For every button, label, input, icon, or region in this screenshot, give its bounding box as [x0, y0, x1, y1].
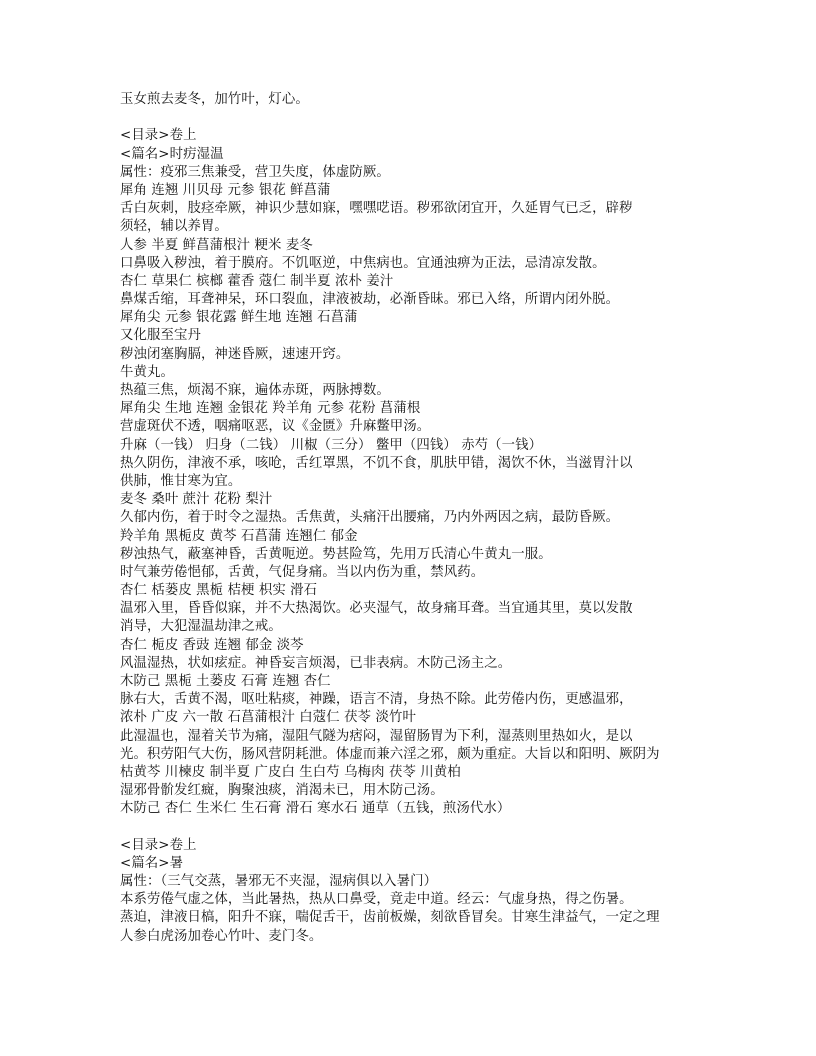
text-line: 蒸迫，津液日槁，阳升不寐，喘促舌干，齿前板燥，刻欲昏冒矣。甘寒生津益气，一定之理	[120, 910, 660, 926]
text-line: 供肺，惟甘寒为宜。	[120, 473, 242, 489]
text-line: 木防己 杏仁 生米仁 生石膏 滑石 寒水石 通草（五钱，煎汤代水）	[120, 801, 511, 817]
text-line: 犀角尖 生地 连翘 金银花 羚羊角 元参 花粉 菖蒲根	[120, 401, 421, 417]
text-line: 口鼻吸入秽浊，着于膜府。不饥呕逆，中焦病也。宜通浊痹为正法，忌清凉发散。	[120, 255, 606, 271]
text-line: <篇名>暑	[120, 855, 184, 871]
text-line: 属性：（三气交蒸，暑邪无不夹湿，湿病俱以入暑门）	[120, 874, 438, 890]
text-line: 脉右大，舌黄不渴，呕吐粘痰，神躁，语言不清，身热不除。此劳倦内伤，更感温邪，	[120, 692, 633, 708]
text-line: 温邪入里，昏昏似寐，并不大热渴饮。必夹湿气，故身痛耳聋。当宜通其里，莫以发散	[120, 601, 633, 617]
text-line: 秽浊热气，蔽塞神昏，舌黄呃逆。势甚险笃，先用万氏清心牛黄丸一服。	[120, 546, 552, 562]
text-line: 玉女煎去麦冬，加竹叶，灯心。	[120, 92, 309, 107]
text-line: <篇名>时疠湿温	[120, 146, 224, 162]
text-line: 属性：疫邪三焦兼受，营卫失度，体虚防厥。	[120, 164, 390, 180]
text-line: <目录>卷上	[120, 837, 197, 853]
text-line: 舌白灰刺，肢痉牵厥，神识少慧如寐，嘿嘿呓语。秽邪欲闭宜开，久延胃气已乏，辟秽	[120, 201, 633, 217]
text-line: 犀角尖 元参 银花露 鲜生地 连翘 石菖蒲	[120, 310, 358, 326]
text-line: 消导，大犯湿温劫津之戒。	[120, 619, 282, 635]
text-line: 又化服至宝丹	[120, 328, 201, 344]
text-line: 此湿温也，湿着关节为痛，湿阻气隧为痞闷，湿留肠胃为下利，湿蒸则里热如火，是以	[120, 728, 633, 744]
text-line: 须轻，辅以养胃。	[120, 219, 228, 235]
text-line: <目录>卷上	[120, 128, 197, 144]
text-line: 秽浊闭塞胸膈，神迷昏厥，速速开窍。	[120, 346, 350, 362]
text-line: 犀角 连翘 川贝母 元参 银花 鲜菖蒲	[120, 182, 331, 198]
paragraph-gap	[120, 819, 700, 837]
text-line: 杏仁 草果仁 槟榔 藿香 蔻仁 制半夏 浓朴 姜汁	[120, 273, 394, 289]
text-line: 时气兼劳倦悒郁，舌黄，气促身痛。当以内伤为重，禁风药。	[120, 564, 485, 580]
text-line: 升麻（一钱） 归身（二钱） 川椒（三分） 鳖甲（四钱） 赤芍（一钱）	[120, 437, 543, 453]
document-page	[120, 91, 700, 946]
text-line: 光。积劳阳气大伤，肠风营阴耗泄。体虚而兼六淫之邪，颇为重症。大旨以和阳明、厥阴为	[120, 746, 660, 762]
text-line: 鼻煤舌缩，耳聋神呆，环口裂血，津液被劫，必渐昏昧。邪已入络，所谓内闭外脱。	[120, 292, 620, 308]
text-line: 木防己 黑栀 土蒌皮 石膏 连翘 杏仁	[120, 674, 331, 689]
text-line: 人参 半夏 鲜菖蒲根汁 粳米 麦冬	[120, 237, 313, 253]
text-line: 浓朴 广皮 六一散 石菖蒲根汁 白蔻仁 茯苓 淡竹叶	[120, 710, 416, 726]
text-line: 热久阴伤，津液不承，咳呛，舌红罩黑，不饥不食，肌肤甲错，渴饮不休，当滋胃汁以	[120, 455, 633, 471]
text-line: 牛黄丸。	[120, 364, 174, 380]
text-line: 本系劳倦气虚之体，当此暑热，热从口鼻受，竟走中道。经云：气虚身热，得之伤暑。	[120, 892, 633, 908]
text-line: 营虚斑伏不透，咽痛呕恶，议《金匮》升麻鳖甲汤。	[120, 419, 431, 435]
text-line: 湿邪骨骱发红癍，胸聚浊痰，消渴未已，用木防己汤。	[120, 783, 444, 799]
text-line: 杏仁 栀皮 香豉 连翘 郁金 淡芩	[120, 637, 304, 653]
text-line: 羚羊角 黑栀皮 黄芩 石菖蒲 连翘仁 郁金	[120, 528, 358, 544]
paragraph-gap	[120, 109, 700, 127]
text-line: 杏仁 栝蒌皮 黑栀 桔梗 枳实 滑石	[120, 583, 318, 599]
text-line: 人参白虎汤加卷心竹叶、麦门冬。	[120, 928, 323, 944]
text-line: 麦冬 桑叶 蔗汁 花粉 梨汁	[120, 492, 273, 508]
text-line: 枯黄芩 川楝皮 制半夏 广皮白 生白芍 乌梅肉 茯苓 川黄柏	[120, 764, 461, 780]
text-line: 热蕴三焦，烦渴不寐，遍体赤斑，两脉搏数。	[120, 383, 390, 398]
text-line: 风温湿热，状如痃症。神昏妄言烦渴，已非表病。木防己汤主之。	[120, 655, 512, 671]
text-line: 久郁内伤，着于时令之湿热。舌焦黄，头痛汗出腰痛，乃内外两因之病，最防昏厥。	[120, 510, 620, 526]
